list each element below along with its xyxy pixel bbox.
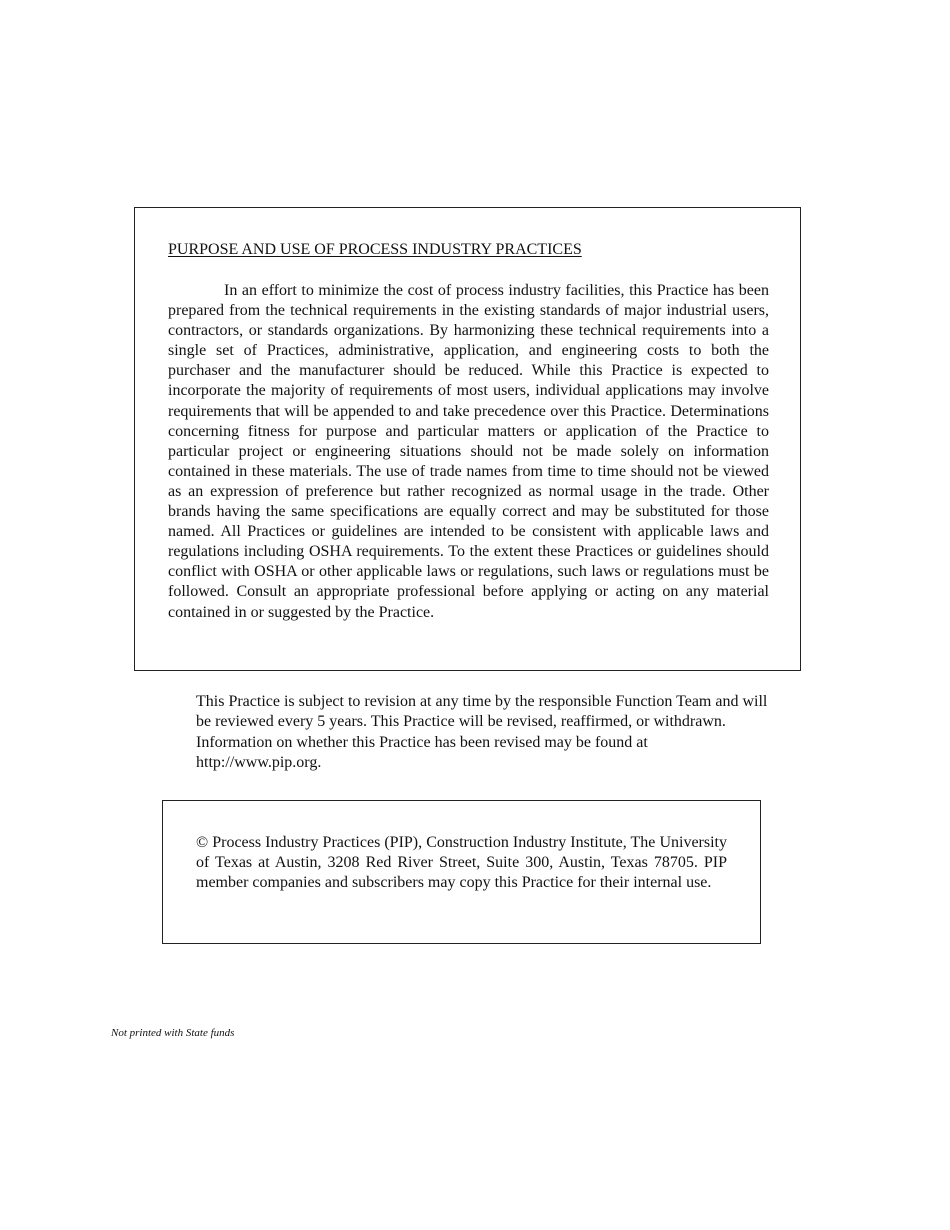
footer-note: Not printed with State funds xyxy=(111,1027,235,1039)
revision-notice: This Practice is subject to revision at any time by the responsible Function Team and will be reviewed every 5 years. This Practice will be revised, reaffirmed, or withdrawn. Information on whether this Practice has been revised may be found at http://www.pip.org. xyxy=(196,693,768,771)
copyright-notice: © Process Industry Practices (PIP), Construction Industry Institute, The University of Texas at Austin, 3208 Red River Street, Suite 300, Austin, Texas 78705. PIP member companies and subscribers may copy this Practice for their internal use. xyxy=(196,834,727,892)
purpose-box xyxy=(134,207,801,671)
purpose-body: In an effort to minimize the cost of process industry facilities, this Practice has been prepared from the technical requirements in the existing standards of major industrial users, contractors, or standards organizations. By harmonizing these technical requirements into a single set of Practices, administrative, application, and engineering costs to both the purchaser and the manufacturer should be reduced. While this Practice is expected to incorporate the majority of requirements of most users, individual applications may involve requirements that will be appended to and take precedence over this Practice. Determinations concerning fitness for purpose and particular matters or application of the Practice to particular project or engineering situations should not be made solely on information contained in these materials. The use of trade names from time to time should not be viewed as an expression of preference but rather recognized as normal usage in the trade. Other brands having the same specifications are equally correct and may be substituted for those named. All Practices or guidelines are intended to be consistent with applicable laws and regulations including OSHA requirements. To the extent these Practices or guidelines should conflict with OSHA or other applicable laws or regulations, such laws or regulations must be followed. Consult an appropriate professional before applying or acting on any material contained in or suggested by the Practice. xyxy=(168,282,769,621)
purpose-title: PURPOSE AND USE OF PROCESS INDUSTRY PRACTICES xyxy=(168,241,582,258)
copyright-box xyxy=(162,800,761,944)
